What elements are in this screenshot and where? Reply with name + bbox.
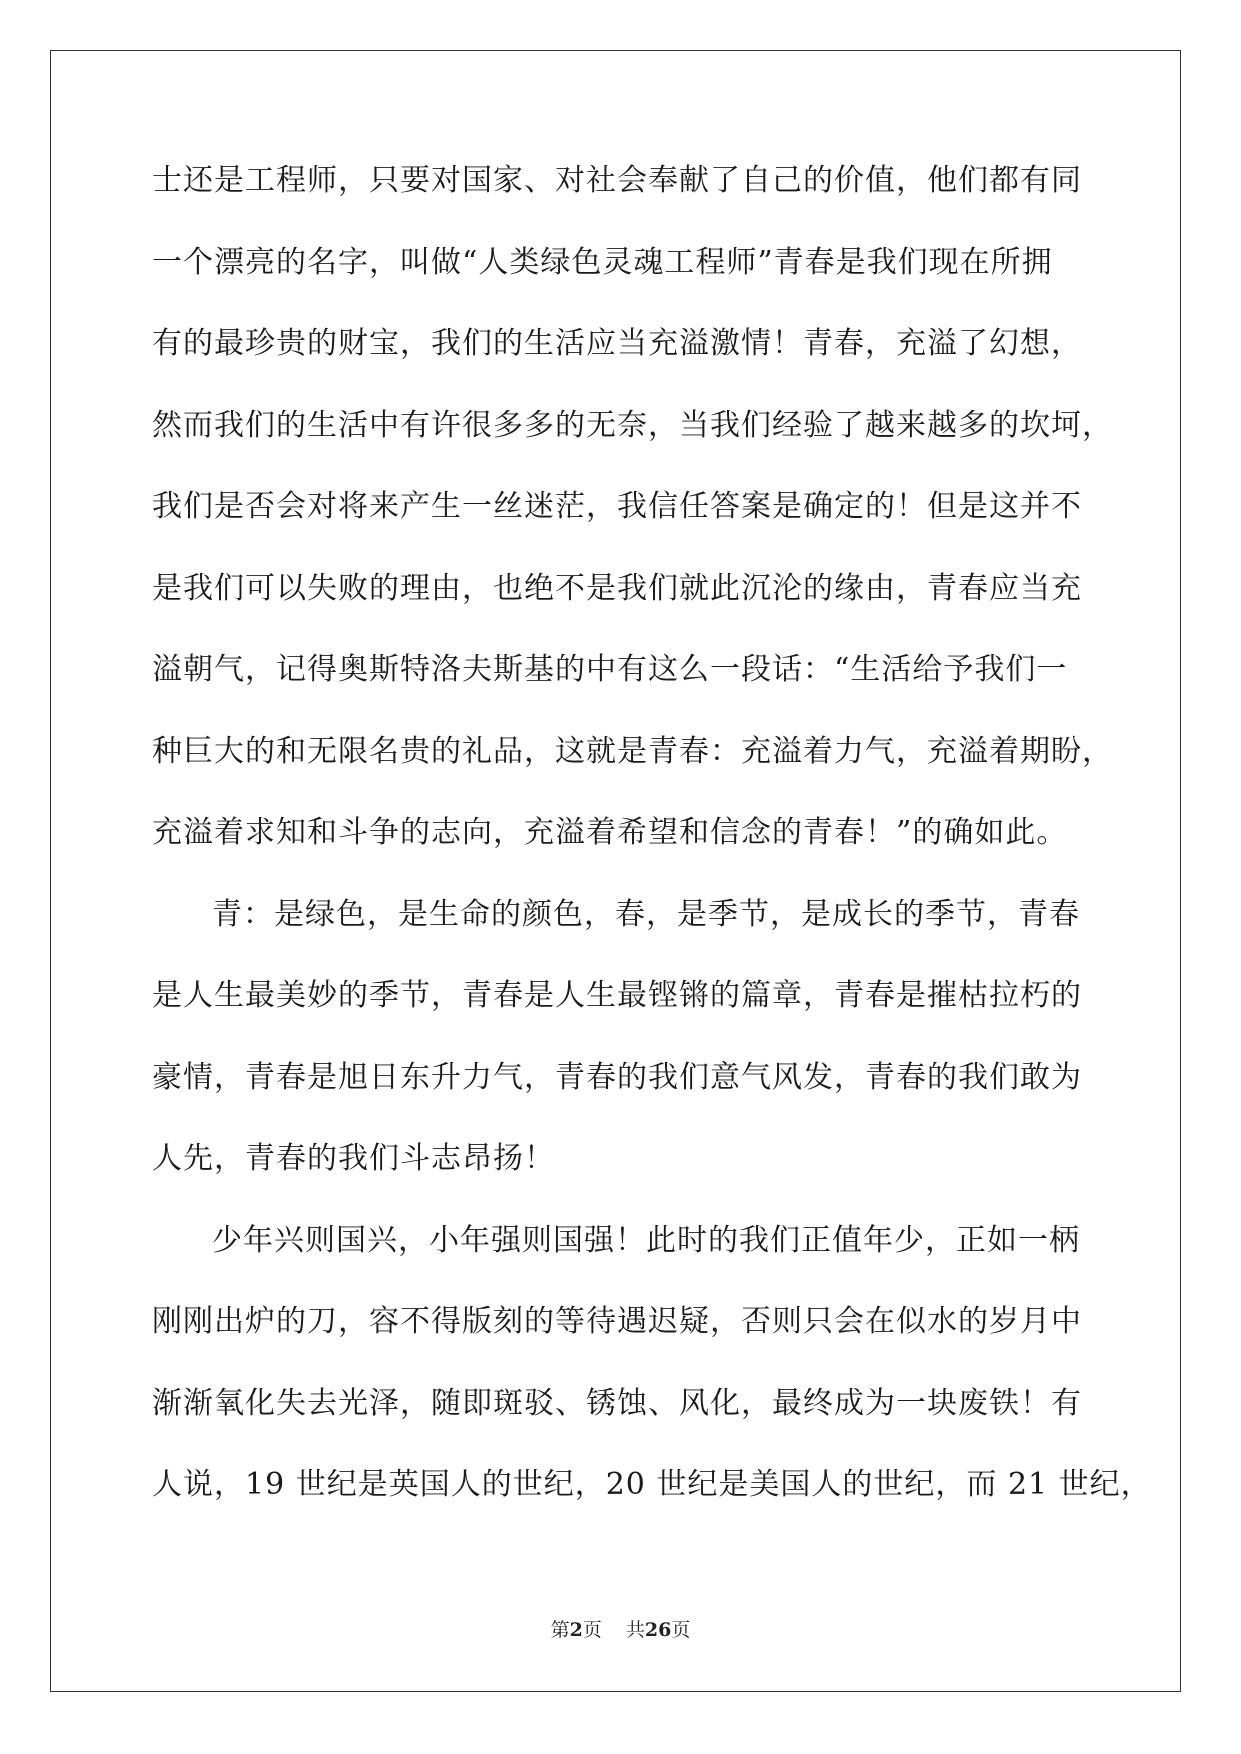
page-number: 2 (569, 1619, 583, 1641)
text-line: 溢朝气，记得奥斯特洛夫斯基的中有这么一段话：“生活给予我们一 (152, 652, 1068, 687)
page-suffix: 页 (582, 1619, 602, 1641)
text-line: 充溢着求知和斗争的志向，充溢着希望和信念的青春！”的确如此。 (152, 815, 1068, 850)
text-line: 是人生最美妙的季节，青春是人生最铿锵的篇章，青春是摧枯拉朽的 (152, 978, 1082, 1013)
text-line: 一个漂亮的名字，叫做“人类绿色灵魂工程师”青春是我们现在所拥 (152, 244, 1053, 280)
text-line: 我们是否会对将来产生一丝迷茫，我信任答案是确定的！但是这并不 (152, 489, 1082, 524)
text-line: 豪情，青春是旭日东升力气，青春的我们意气风发，青春的我们敢为 (152, 1059, 1082, 1095)
total-suffix: 页 (671, 1619, 691, 1641)
page-footer (0, 1618, 1241, 1642)
text-line: 渐渐氧化失去光泽，随即斑驳、锈蚀、风化，最终成为一块废铁！有 (152, 1385, 1082, 1421)
document-body (152, 156, 1152, 1542)
paragraph-start-line: 青：是绿色，是生命的颜色，春，是季节，是成长的季节，青春 (212, 896, 1080, 932)
total-pages: 26 (644, 1619, 672, 1641)
paragraph-start-line: 少年兴则国兴，小年强则国强！此时的我们正值年少，正如一柄 (212, 1222, 1080, 1258)
text-line: 人先，青春的我们斗志昂扬！ (152, 1141, 555, 1176)
text-line: 人说，19 世纪是英国人的世纪，20 世纪是美国人的世纪，而 21 世纪， (152, 1467, 1152, 1502)
page-prefix: 第 (550, 1619, 570, 1641)
text-line: 然而我们的生活中有许很多多的无奈，当我们经验了越来越多的坎坷， (152, 407, 1113, 443)
text-line: 刚刚出炉的刀，容不得版刻的等待遇迟疑，否则只会在似水的岁月中 (152, 1304, 1082, 1339)
text-line: 有的最珍贵的财宝，我们的生活应当充溢激情！青春，充溢了幻想， (152, 326, 1082, 361)
text-line: 种巨大的和无限名贵的礼品，这就是青春：充溢着力气，充溢着期盼， (152, 733, 1113, 769)
total-prefix: 共 (625, 1619, 645, 1641)
text-line: 是我们可以失败的理由，也绝不是我们就此沉沦的缘由，青春应当充 (152, 570, 1082, 606)
text-line: 士还是工程师，只要对国家、对社会奉献了自己的价值，他们都有同 (152, 163, 1082, 198)
